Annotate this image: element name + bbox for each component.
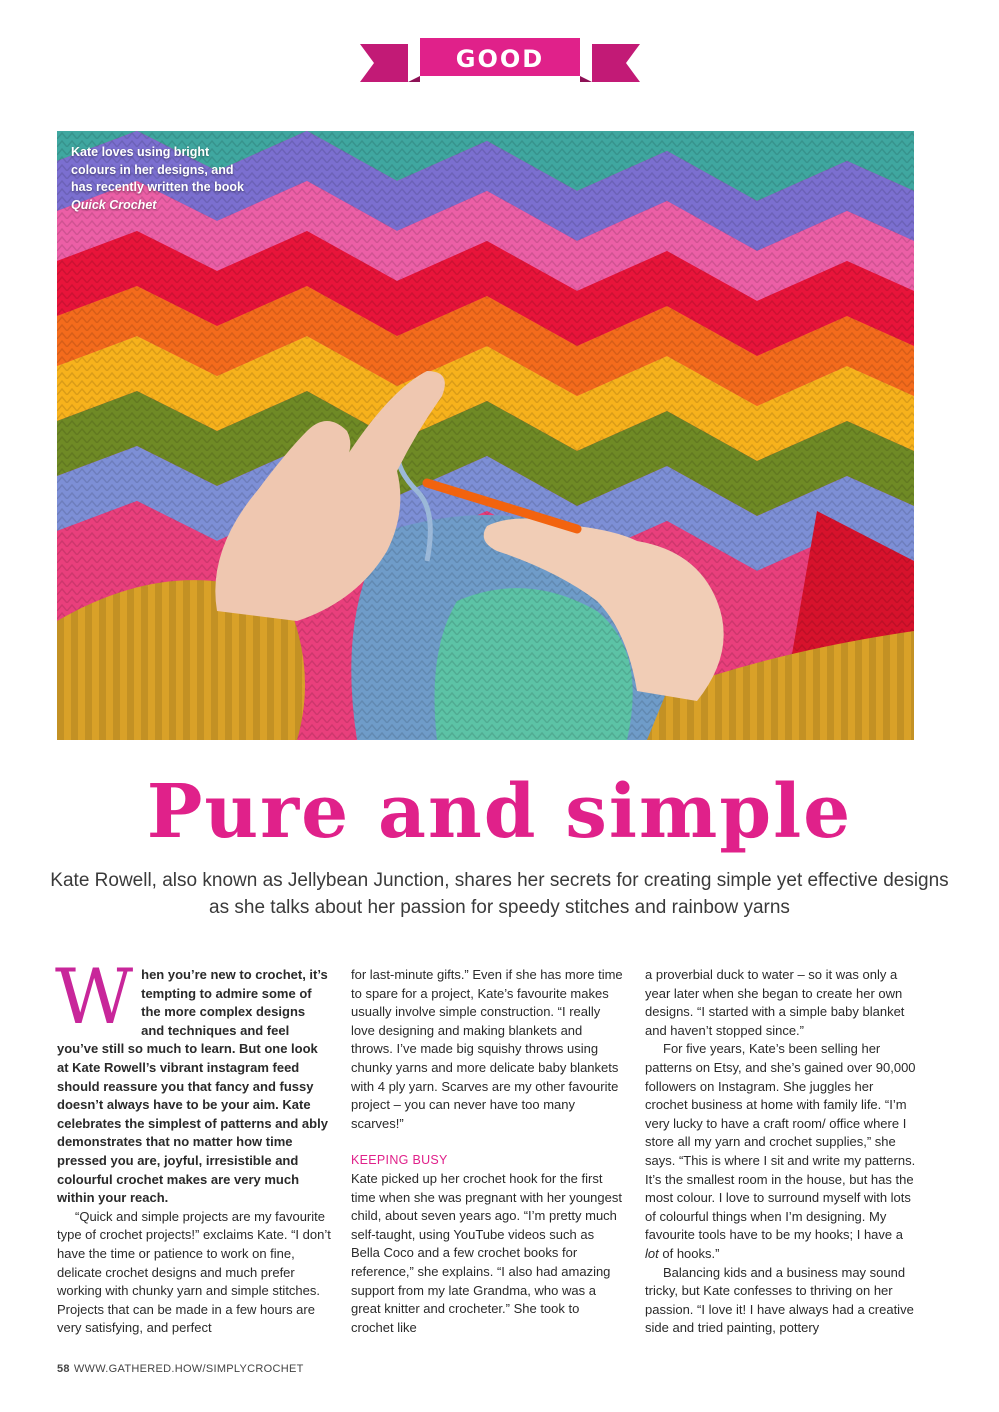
paragraph: Balancing kids and a business may sound tricky, but Kate confesses to thriving on her passion. “I love it! I have always had a creative side and tried painting, pottery: [645, 1264, 914, 1336]
section-ribbon: [360, 32, 640, 103]
article-column-1: [55, 952, 331, 1338]
paragraph: a proverbial duck to water – so it was only a year later when she began to create her own designs. “I started with a simple baby blanket and haven’t stopped since.”: [645, 967, 905, 1038]
lead-text: hen you’re new to crochet, it’s tempting to admire some of the more complex designs and techniques and feel you’ve still so much to learn. But one look at Kate Rowell’s vibrant instagram feed should reassure you that fancy and fussy doesn’t always have to be your aim. Kate celebrates the simplest of patterns and ably demonstrates that no matter how time pressed you are, joyful, irresistible and colourful crochet makes are very much within your reach.: [57, 967, 328, 1206]
paragraph: [645, 1040, 919, 1263]
emphasis: lot: [645, 1245, 659, 1261]
paragraph: “Quick and simple projects are my favourite type of crochet projects!” exclaims Kate. “I don’t have the time or patience to work on fine, delicate crochet designs and much prefer working with chunky yarn and simple stitches. Projects that can be made in a few hours are very satisfying, and perfect: [57, 1208, 331, 1336]
footer-url[interactable]: WWW.GATHERED.HOW/SIMPLYCROCHET: [73, 1363, 304, 1375]
page-footer: [57, 1363, 304, 1375]
standfirst: Kate Rowell, also known as Jellybean Junction, shares her secrets for creating simple yet effective designs as she talks about her passion for speedy stitches and rainbow yarns: [50, 870, 949, 918]
paragraph: Kate picked up her crochet hook for the first time when she was pregnant with her youngest child, about seven years ago. “I’m pretty much self-taught, using YouTube videos such as Bella Coco and a few crochet books for reference,” she explains. “I also had amazing support from my late Grandma, who was a great knitter and crocheter.” She took to crochet like: [351, 1170, 622, 1335]
dropcap: W: [55, 952, 134, 1041]
subheading: KEEPING BUSY: [351, 1153, 448, 1168]
rainbow-blanket-illustration: [57, 131, 914, 740]
photo-caption: [71, 144, 246, 214]
paragraph: for last-minute gifts.” Even if she has more time to spare for a project, Kate’s favourite makes usually involve simple construction. “I really love designing and making blankets and throws. I’ve made big squishy throws using chunky yarns and more delicate baby blankets with 4 ply yarn. Scarves are my other favourite project – you can never have too many scarves!”: [351, 967, 623, 1131]
hero-photo: [57, 131, 914, 740]
page-number: 58: [57, 1363, 70, 1375]
paragraph-text: of hooks.”: [662, 1245, 720, 1261]
caption-text: Kate loves using bright colours in her designs, and has recently written the book: [71, 145, 244, 194]
caption-book-title: Quick Crochet: [71, 197, 157, 212]
article-column-2: [351, 966, 625, 1337]
lead-paragraph: [55, 952, 331, 1208]
paragraph-text: For five years, Kate’s been selling her patterns on Etsy, and she’s gained over 90,000 followers on Instagram. She juggles her crochet business at home with family life. “I’m very lucky to have a craft room/ office where I store all my yarn and crochet supplies,” she says. “This is where I sit and write my patterns. It’s the smallest room in the house, but has the most colour. I love to surround myself with lots of colourful things when I’m designing. My favourite tools have to be my hooks; I have a: [645, 1041, 916, 1243]
section-label: GOOD READ: [455, 45, 545, 103]
headline: Pure and simple: [146, 769, 853, 855]
article-column-3: [645, 966, 919, 1338]
